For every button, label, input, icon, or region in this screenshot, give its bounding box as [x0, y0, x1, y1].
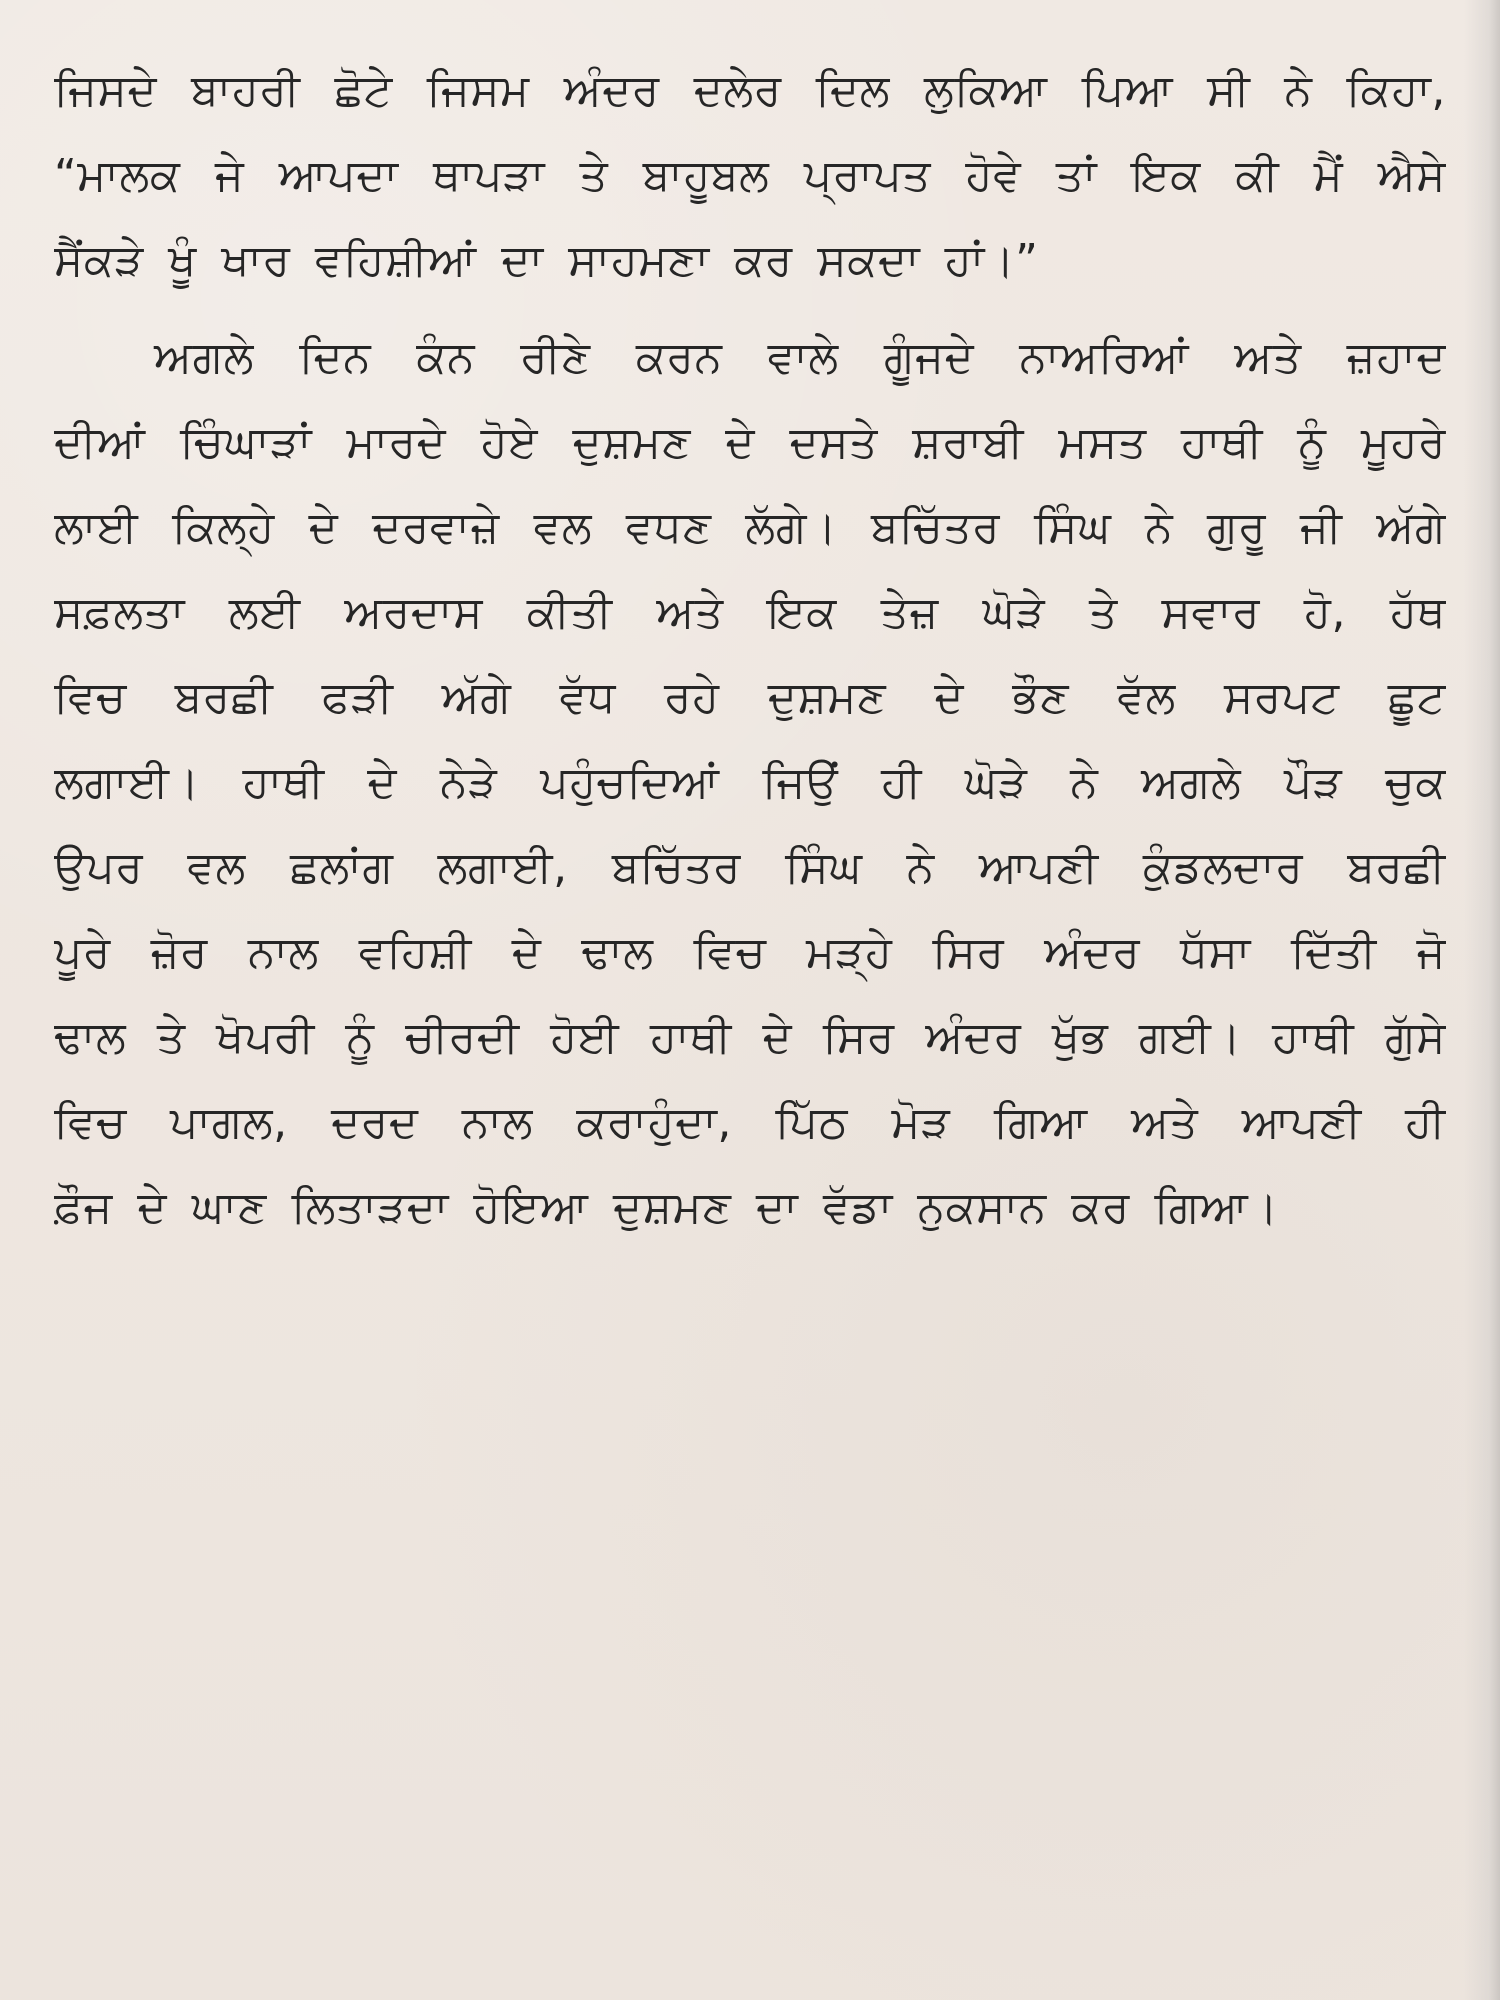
paragraph-1-line-2: “ਮਾਲਕ ਜੇ ਆਪਦਾ ਥਾਪੜਾ ਤੇ ਬਾਹੂਬਲ ਪ੍ਰਾਪਤ ਹੋਵੇ ਤਾਂ ਇਕ ਕੀ ਮੈਂ ਐਸੇ — [54, 150, 1446, 201]
paragraph-2-line-10: ਵਿਚ ਪਾਗਲ, ਦਰਦ ਨਾਲ ਕਰਾਹੁੰਦਾ, ਪਿੱਠ ਮੋੜ ਗਿਆ ਅਤੇ ਆਪਣੀ ਹੀ — [54, 1097, 1446, 1148]
paragraph-2-line-11: ਫ਼ੌਜ ਦੇ ਘਾਣ ਲਿਤਾੜਦਾ ਹੋਇਆ ਦੁਸ਼ਮਣ ਦਾ ਵੱਡਾ ਨੁਕਸਾਨ ਕਰ ਗਿਆ। — [54, 1182, 1279, 1233]
text-column — [54, 48, 1446, 1250]
paragraph-2-line-6: ਲਗਾਈ। ਹਾਥੀ ਦੇ ਨੇੜੇ ਪਹੁੰਚਦਿਆਂ ਜਿਉਂ ਹੀ ਘੋੜੇ ਨੇ ਅਗਲੇ ਪੌੜ ਚੁਕ — [54, 757, 1446, 808]
paragraph-1-line-1: ਜਿਸਦੇ ਬਾਹਰੀ ਛੋਟੇ ਜਿਸਮ ਅੰਦਰ ਦਲੇਰ ਦਿਲ ਲੁਕਿਆ ਪਿਆ ਸੀ ਨੇ ਕਿਹਾ, — [54, 65, 1446, 116]
paragraph-1 — [54, 48, 1446, 303]
paragraph-2-line-3: ਲਾਈ ਕਿਲ੍ਹੇ ਦੇ ਦਰਵਾਜ਼ੇ ਵਲ ਵਧਣ ਲੱਗੇ। ਬਚਿੱਤਰ ਸਿੰਘ ਨੇ ਗੁਰੂ ਜੀ ਅੱਗੇ — [54, 502, 1446, 553]
paragraph-2 — [54, 315, 1446, 1250]
paragraph-2-line-2: ਦੀਆਂ ਚਿੰਘਾੜਾਂ ਮਾਰਦੇ ਹੋਏ ਦੁਸ਼ਮਣ ਦੇ ਦਸਤੇ ਸ਼ਰਾਬੀ ਮਸਤ ਹਾਥੀ ਨੂੰ ਮੂਹਰੇ — [54, 417, 1446, 468]
paragraph-2-line-4: ਸਫ਼ਲਤਾ ਲਈ ਅਰਦਾਸ ਕੀਤੀ ਅਤੇ ਇਕ ਤੇਜ਼ ਘੋੜੇ ਤੇ ਸਵਾਰ ਹੋ, ਹੱਥ — [54, 587, 1446, 638]
paragraph-2-line-1: ਅਗਲੇ ਦਿਨ ਕੰਨ ਰੀਣੇ ਕਰਨ ਵਾਲੇ ਗੂੰਜਦੇ ਨਾਅਰਿਆਂ ਅਤੇ ਜ਼ਹਾਦ — [154, 332, 1446, 383]
paragraph-2-line-8: ਪੂਰੇ ਜ਼ੋਰ ਨਾਲ ਵਹਿਸ਼ੀ ਦੇ ਢਾਲ ਵਿਚ ਮੜ੍ਹੇ ਸਿਰ ਅੰਦਰ ਧੱਸਾ ਦਿੱਤੀ ਜੋ — [54, 927, 1446, 978]
paragraph-2-line-5: ਵਿਚ ਬਰਛੀ ਫੜੀ ਅੱਗੇ ਵੱਧ ਰਹੇ ਦੁਸ਼ਮਣ ਦੇ ਭੌਣ ਵੱਲ ਸਰਪਟ ਛੂਟ — [54, 672, 1446, 723]
paragraph-2-line-7: ਉਪਰ ਵਲ ਛਲਾਂਗ ਲਗਾਈ, ਬਚਿੱਤਰ ਸਿੰਘ ਨੇ ਆਪਣੀ ਕੁੰਡਲਦਾਰ ਬਰਛੀ — [54, 842, 1446, 893]
page-edge-shadow — [1464, 0, 1500, 2000]
paragraph-1-line-3: ਸੈਂਕੜੇ ਖੂੰ ਖਾਰ ਵਹਿਸ਼ੀਆਂ ਦਾ ਸਾਹਮਣਾ ਕਰ ਸਕਦਾ ਹਾਂ।” — [54, 235, 1039, 286]
paragraph-2-line-9: ਢਾਲ ਤੇ ਖੋਪਰੀ ਨੂੰ ਚੀਰਦੀ ਹੋਈ ਹਾਥੀ ਦੇ ਸਿਰ ਅੰਦਰ ਖੁੱਭ ਗਈ। ਹਾਥੀ ਗੁੱਸੇ — [54, 1012, 1446, 1063]
